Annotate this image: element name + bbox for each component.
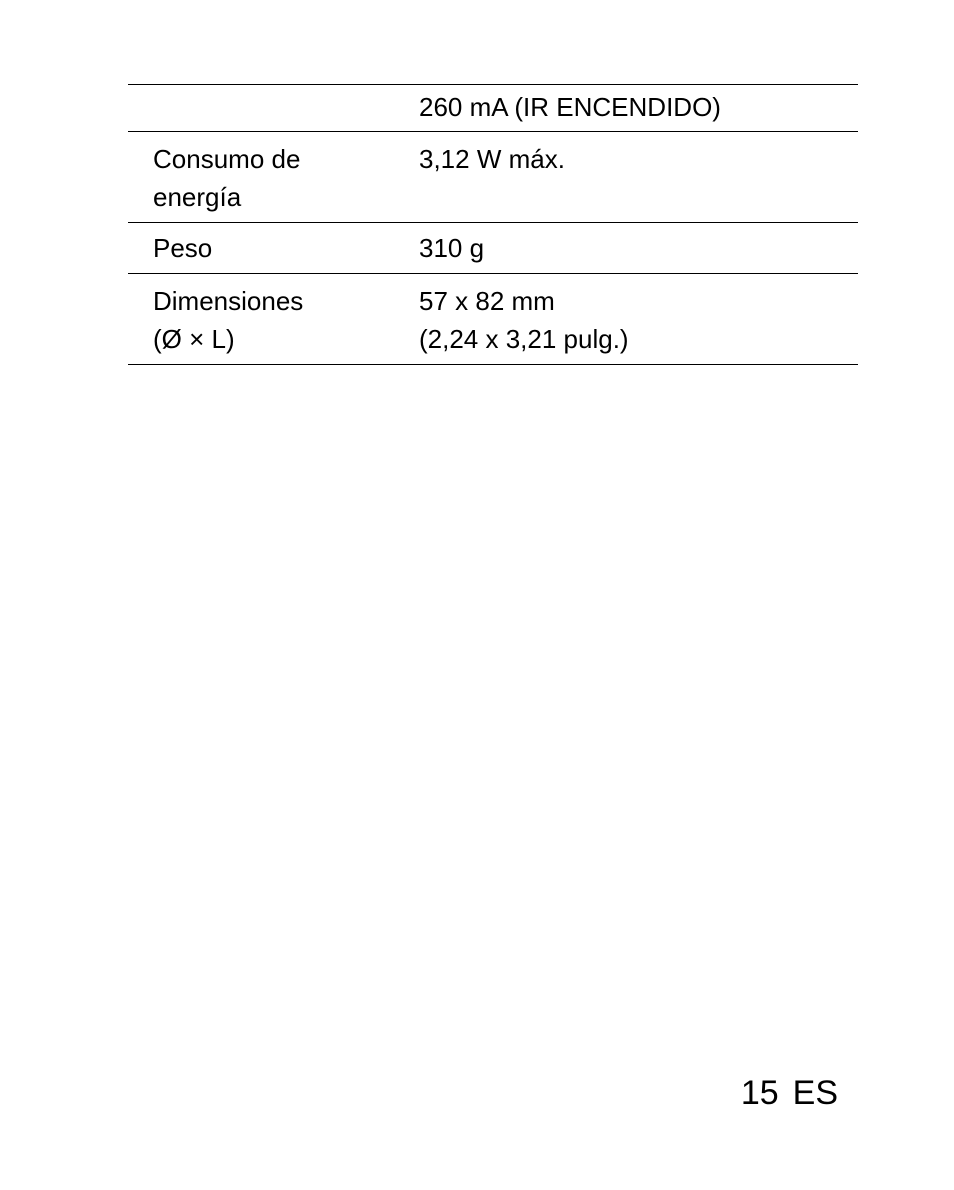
table-row (128, 85, 858, 132)
spec-label-line: (Ø × L) (153, 324, 235, 354)
spec-value (419, 229, 858, 273)
spec-label (128, 88, 419, 131)
spec-label (128, 282, 419, 364)
page-number: 15 (740, 1074, 779, 1112)
spec-label (128, 229, 419, 273)
spec-label (128, 140, 419, 222)
spec-label-line: Consumo de (153, 144, 301, 174)
spec-value-line: 3,12 W máx. (419, 144, 565, 174)
spec-value-line: (2,24 x 3,21 pulg.) (419, 324, 629, 354)
spec-table (128, 84, 858, 365)
spec-value-line: 260 mA (IR ENCENDIDO) (419, 92, 721, 122)
language-code: ES (792, 1074, 838, 1112)
spec-label-line: Peso (153, 233, 213, 263)
spec-value (419, 282, 858, 364)
page-footer (741, 1072, 838, 1114)
spec-label-line: energía (153, 182, 242, 212)
spec-value-line: 310 g (419, 233, 485, 263)
table-row (128, 274, 858, 365)
spec-value-line: 57 x 82 mm (419, 286, 555, 316)
spec-value (419, 88, 858, 131)
table-row (128, 132, 858, 223)
spec-value (419, 140, 858, 222)
spec-label-line: Dimensiones (153, 286, 304, 316)
table-row (128, 223, 858, 274)
